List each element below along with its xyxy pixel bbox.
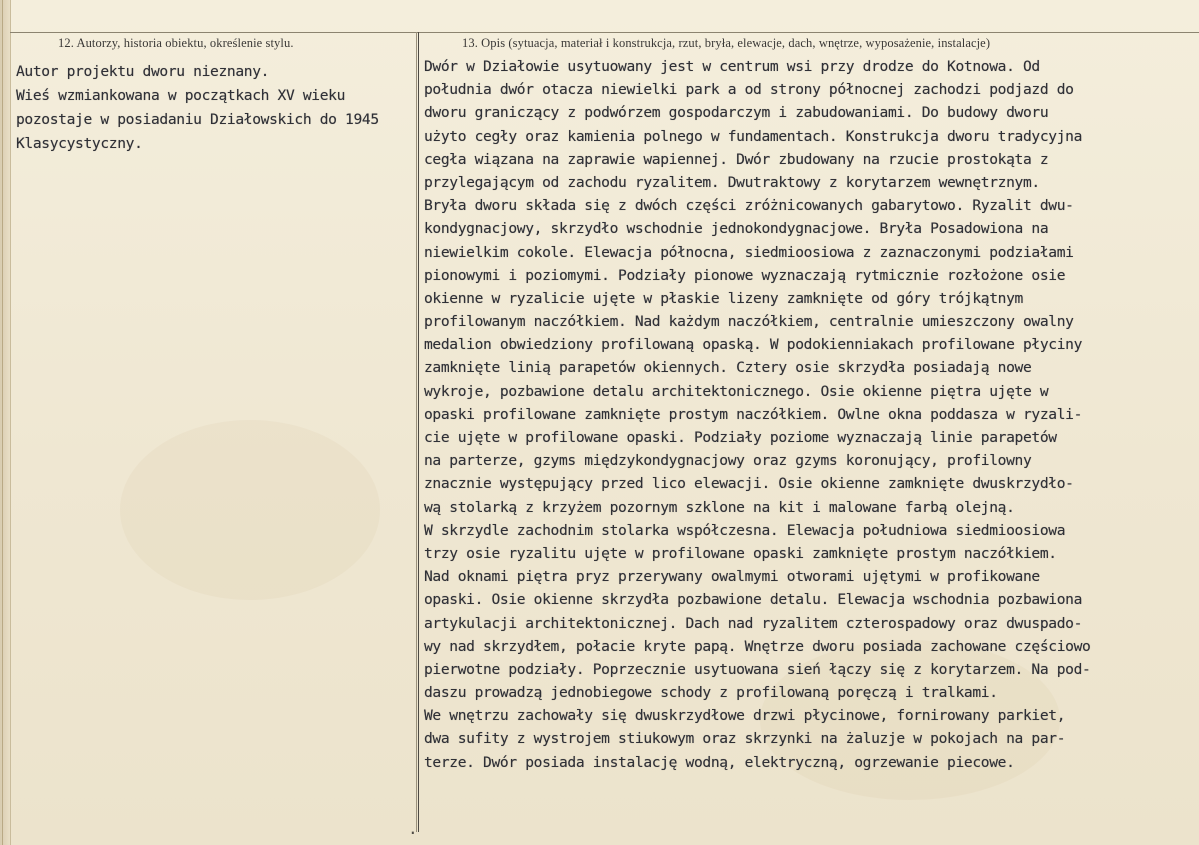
- typed-line: trzy osie ryzalitu ujęte w profilowane opaski zamknięte prostym naczółkiem.: [424, 544, 1057, 562]
- typed-line: południa dwór otacza niewielki park a od strony północnej zachodzi podjazd do: [424, 81, 1074, 99]
- page-left-edge: [0, 0, 11, 845]
- typed-line: profilowanym naczółkiem. Nad każdym naczółkiem, centralnie umieszczony owalny: [424, 313, 1074, 331]
- typed-line: cie ujęte w profilowane opaski. Podziały poziome wyznaczają linie parapetów: [424, 429, 1057, 446]
- typed-line: pionowymi i poziomymi. Podziały pionowe wyznaczają rytmicznie rozłożone osie: [424, 266, 1066, 284]
- typed-line: wą stolarką z krzyżem pozornym szklone na kit i malowane farbą olejną.: [424, 498, 1015, 516]
- typed-line: daszu prowadzą jednobiegowe schody z profilowaną poręczą i tralkami.: [424, 684, 998, 702]
- typed-line: Wieś wzmiankowana w początkach XV wieku: [16, 87, 346, 104]
- typed-line: wykroje, pozbawione detalu architektonicznego. Osie okienne piętra ujęte w: [424, 382, 1049, 400]
- typed-line: medalion obwiedziony profilowaną opaską. W podokienniakach profilowane płyciny: [424, 336, 1083, 354]
- typed-line: Dwór w Działowie usytuowany jest w centrum wsi przy drodze do Kotnowa. Od: [424, 58, 1040, 75]
- section-13-caption: 13. Opis (sytuacja, materiał i konstrukcja, rzut, bryła, elewacje, dach, wnętrze, wyposażenie, instalacje): [462, 36, 991, 50]
- typed-line: pierwotne podziały. Poprzecznie usytuowana sień łączy się z korytarzem. Na pod-: [424, 660, 1091, 678]
- typed-line: artykulacji architektonicznej. Dach nad ryzalitem czterospadowy oraz dwuspado-: [424, 614, 1083, 632]
- typed-line: dwa sufity z wystrojem stiukowym oraz skrzynki na żaluzje w pokojach na par-: [424, 730, 1066, 748]
- typed-line: niewielkim cokole. Elewacja północna, siedmioosiowa z zaznaczonymi podziałami: [424, 243, 1074, 261]
- typed-line: okienne w ryzalicie ujęte w płaskie lizeny zamknięte od góry trójkątnym: [424, 289, 1023, 307]
- typed-line: dworu graniczący z podwórzem gospodarczym i zabudowaniami. Do budowy dworu: [424, 104, 1049, 122]
- typed-line: użyto cegły oraz kamienia polnego w fundamentach. Konstrukcja dworu tradycyjna: [424, 127, 1083, 145]
- typed-line: na parterze, gzyms międzykondygnacjowy oraz gzyms koronujący, profilowny: [424, 452, 1032, 470]
- description-text: [424, 55, 1196, 774]
- typed-line: opaski. Osie okienne skrzydła pozbawione detalu. Elewacja wschodnia pozbawiona: [424, 591, 1083, 609]
- typed-line: znacznie występujący przed lico elewacji. Osie okienne zamknięte dwuskrzydło-: [424, 475, 1074, 493]
- typed-line: W skrzydle zachodnim stolarka współczesna. Elewacja południowa siedmioosiowa: [424, 521, 1066, 539]
- paper-stain: [120, 420, 380, 600]
- typed-line: Autor projektu dworu nieznany.: [16, 63, 270, 80]
- typed-line: kondygnacjowy, skrzydło wschodnie jednokondygnacjowe. Bryła Posadowiona na: [424, 220, 1049, 238]
- typed-line: Bryła dworu składa się z dwóch części zróżnicowanych gabarytowo. Ryzalit dwu-: [424, 197, 1074, 215]
- typed-line: przylegającym od zachodu ryzalitem. Dwutraktowy z korytarzem wewnętrznym.: [424, 173, 1040, 191]
- page-edge-line: [2, 0, 3, 845]
- typed-line: We wnętrzu zachowały się dwuskrzydłowe drzwi płycinowe, fornirowany parkiet,: [424, 707, 1066, 725]
- typed-line: cegła wiązana na zaprawie wapiennej. Dwór zbudowany na rzucie prostokąta z: [424, 150, 1049, 168]
- typed-line: opaski profilowane zamknięte prostym naczółkiem. Owlne okna poddasza w ryzali-: [424, 405, 1083, 423]
- authors-history-style-text: [16, 60, 412, 156]
- header-rule: [10, 32, 1199, 33]
- typed-line: wy nad skrzydłem, połacie kryte papą. Wnętrze dworu posiada zachowane częściowo: [424, 637, 1091, 655]
- typed-line: Nad oknami piętra pryz przerywany owalmymi otworami ujętymi w profikowane: [424, 568, 1040, 586]
- section-12-caption: 12. Autorzy, historia obiektu, określenie stylu.: [58, 36, 294, 50]
- column-divider: [418, 32, 419, 832]
- column-divider-shadow: [416, 32, 417, 832]
- typed-line: zamknięte linią parapetów okiennych. Cztery osie skrzydła posiadają nowe: [424, 359, 1032, 377]
- typed-line: Klasycystyczny.: [16, 135, 143, 152]
- margin-mark: .: [408, 819, 418, 838]
- typed-line: pozostaje w posiadaniu Działowskich do 1945: [16, 111, 379, 128]
- typed-line: terze. Dwór posiada instalację wodną, elektryczną, ogrzewanie piecowe.: [424, 753, 1015, 771]
